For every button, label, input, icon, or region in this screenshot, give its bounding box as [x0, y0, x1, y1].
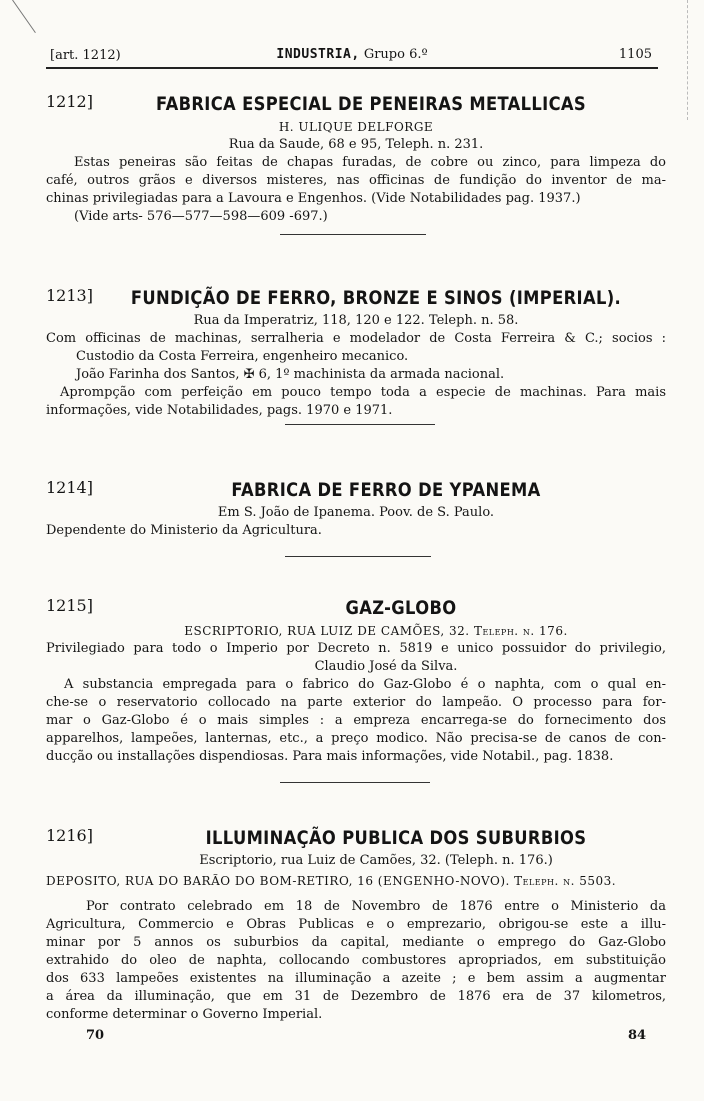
entry-text-line: Com officinas de machinas, serralheria e modelador de Costa Ferreira & C.; socios : [46, 331, 666, 346]
entry-text-line: Privilegiado para todo o Imperio por Decreto n. 5819 e unico possuidor do privilegio, [46, 641, 666, 656]
entry-separator [285, 424, 435, 425]
entry-text-line: minar por 5 annos os suburbios da capital, mediante o emprego do Gaz-Globo [46, 935, 666, 950]
entry-number: 1212] [46, 92, 93, 111]
entry-title: GAZ-GLOBO [345, 597, 457, 619]
entry-address: Rua da Imperatriz, 118, 120 e 122. Teleph. n. 58. [193, 313, 519, 328]
entry-text-line: dos 633 lampeões existentes na illuminação a azeite ; e bem assim a augmentar [46, 971, 666, 986]
page-corner-mark [12, 0, 36, 33]
entry-text-line: A substancia empregada para o fabrico do Gaz-Globo é o naphta, com o qual en- [64, 677, 666, 692]
entry-separator [285, 556, 431, 557]
entry-text-line: Custodio da Costa Ferreira, engenheiro mecanico. [76, 349, 409, 364]
entry-text-line: Dependente do Ministerio da Agricultura. [46, 523, 322, 538]
entry-title: ILLUMINAÇÃO PUBLICA DOS SUBURBIOS [205, 827, 587, 849]
entry-text-line: (Vide arts- 576—577—598—609 -697.) [74, 209, 328, 224]
entry-text-line: João Farinha dos Santos, ✠ 6, 1º machinista da armada nacional. [76, 367, 505, 382]
entry-text-line: mar o Gaz-Globo é o mais simples : a empreza encarrega-se do fornecimento dos [46, 713, 666, 728]
header-section-group: Grupo 6.º [359, 47, 428, 62]
entry-number: 1215] [46, 596, 93, 615]
entry-address: Rua da Saude, 68 e 95, Teleph. n. 231. [228, 137, 484, 152]
entry-text-line: extrahido do oleo de naphta, collocando combustores apropriados, em substituição [46, 953, 666, 968]
entry-text-line: Claudio José da Silva. [314, 659, 458, 674]
entry-number: 1216] [46, 826, 93, 845]
entry-text-line: che-se o reservatorio collocado na parte exterior do lampeão. O processo para for- [46, 695, 666, 710]
entry-text-line: ducção ou installações dispendiosas. Para mais informações, vide Notabil., pag. 1838. [46, 749, 614, 764]
entry-text-line: café, outros grãos e diversos misteres, nas officinas de fundição do inventor de ma- [46, 173, 666, 188]
entry-text-line: a área da illuminação, que em 31 de Dezembro de 1876 era de 37 kilometros, [46, 989, 666, 1004]
page-edge-mark [687, 0, 688, 120]
entry-1213 [46, 284, 666, 420]
page-header [46, 44, 658, 68]
entry-text-line: Agricultura, Commercio e Obras Publicas e o emprezario, obrigou-se este a illu- [46, 917, 666, 932]
header-page-number: 1105 [618, 47, 652, 62]
entry-office: Escriptorio, rua Luiz de Camões, 32. (Teleph. n. 176.) [199, 853, 553, 868]
entry-owner: H. ULIQUE DELFORGE [278, 120, 434, 134]
entry-title: FABRICA ESPECIAL DE PENEIRAS METALLICAS [155, 93, 587, 115]
entry-title: FUNDIÇÃO DE FERRO, BRONZE E SINOS (IMPERIAL). [130, 287, 622, 309]
entry-1215 [46, 594, 666, 766]
entry-text-line: informações, vide Notabilidades, pags. 1970 e 1971. [46, 403, 393, 418]
entry-1214 [46, 476, 666, 540]
entry-text-line: Estas peneiras são feitas de chapas furadas, de cobre ou zinco, para limpeza do [74, 155, 666, 170]
entry-1216 [46, 824, 666, 1024]
entry-text-line: apparelhos, lampeões, lanternas, etc., a preço modico. Não precisa-se de canos de con- [46, 731, 666, 746]
entry-1212 [46, 90, 666, 226]
entry-separator [280, 234, 426, 235]
footer-signature-right: 84 [628, 1028, 647, 1043]
entry-text-line: chinas privilegiadas para a Lavoura e Engenhos. (Vide Notabilidades pag. 1937.) [46, 191, 581, 206]
footer-signature-left: 70 [86, 1028, 105, 1043]
entry-separator [280, 782, 430, 783]
entry-deposit: DEPOSITO, RUA DO BARÃO DO BOM-RETIRO, 16 (ENGENHO-NOVO). Teleph. n. 5503. [46, 874, 617, 888]
header-article-range: [art. 1212) [50, 48, 121, 63]
header-rule [46, 67, 658, 69]
header-section [46, 47, 658, 62]
entry-location: Em S. João de Ipanema. Poov. de S. Paulo. [217, 505, 495, 520]
header-section-title: INDUSTRIA, [276, 47, 360, 62]
entry-text-line: Por contrato celebrado em 18 de Novembro de 1876 entre o Ministerio da [86, 899, 666, 914]
entry-number: 1213] [46, 286, 93, 305]
entry-address: ESCRIPTORIO, RUA LUIZ DE CAMÕES, 32. Teleph. n. 176. [184, 624, 568, 638]
entry-text-line: Aprompção com perfeição em pouco tempo toda a especie de machinas. Para mais [60, 385, 666, 400]
entry-text-line: conforme determinar o Governo Imperial. [46, 1007, 323, 1022]
entry-title: FABRICA DE FERRO DE YPANEMA [231, 479, 541, 501]
entry-number: 1214] [46, 478, 93, 497]
